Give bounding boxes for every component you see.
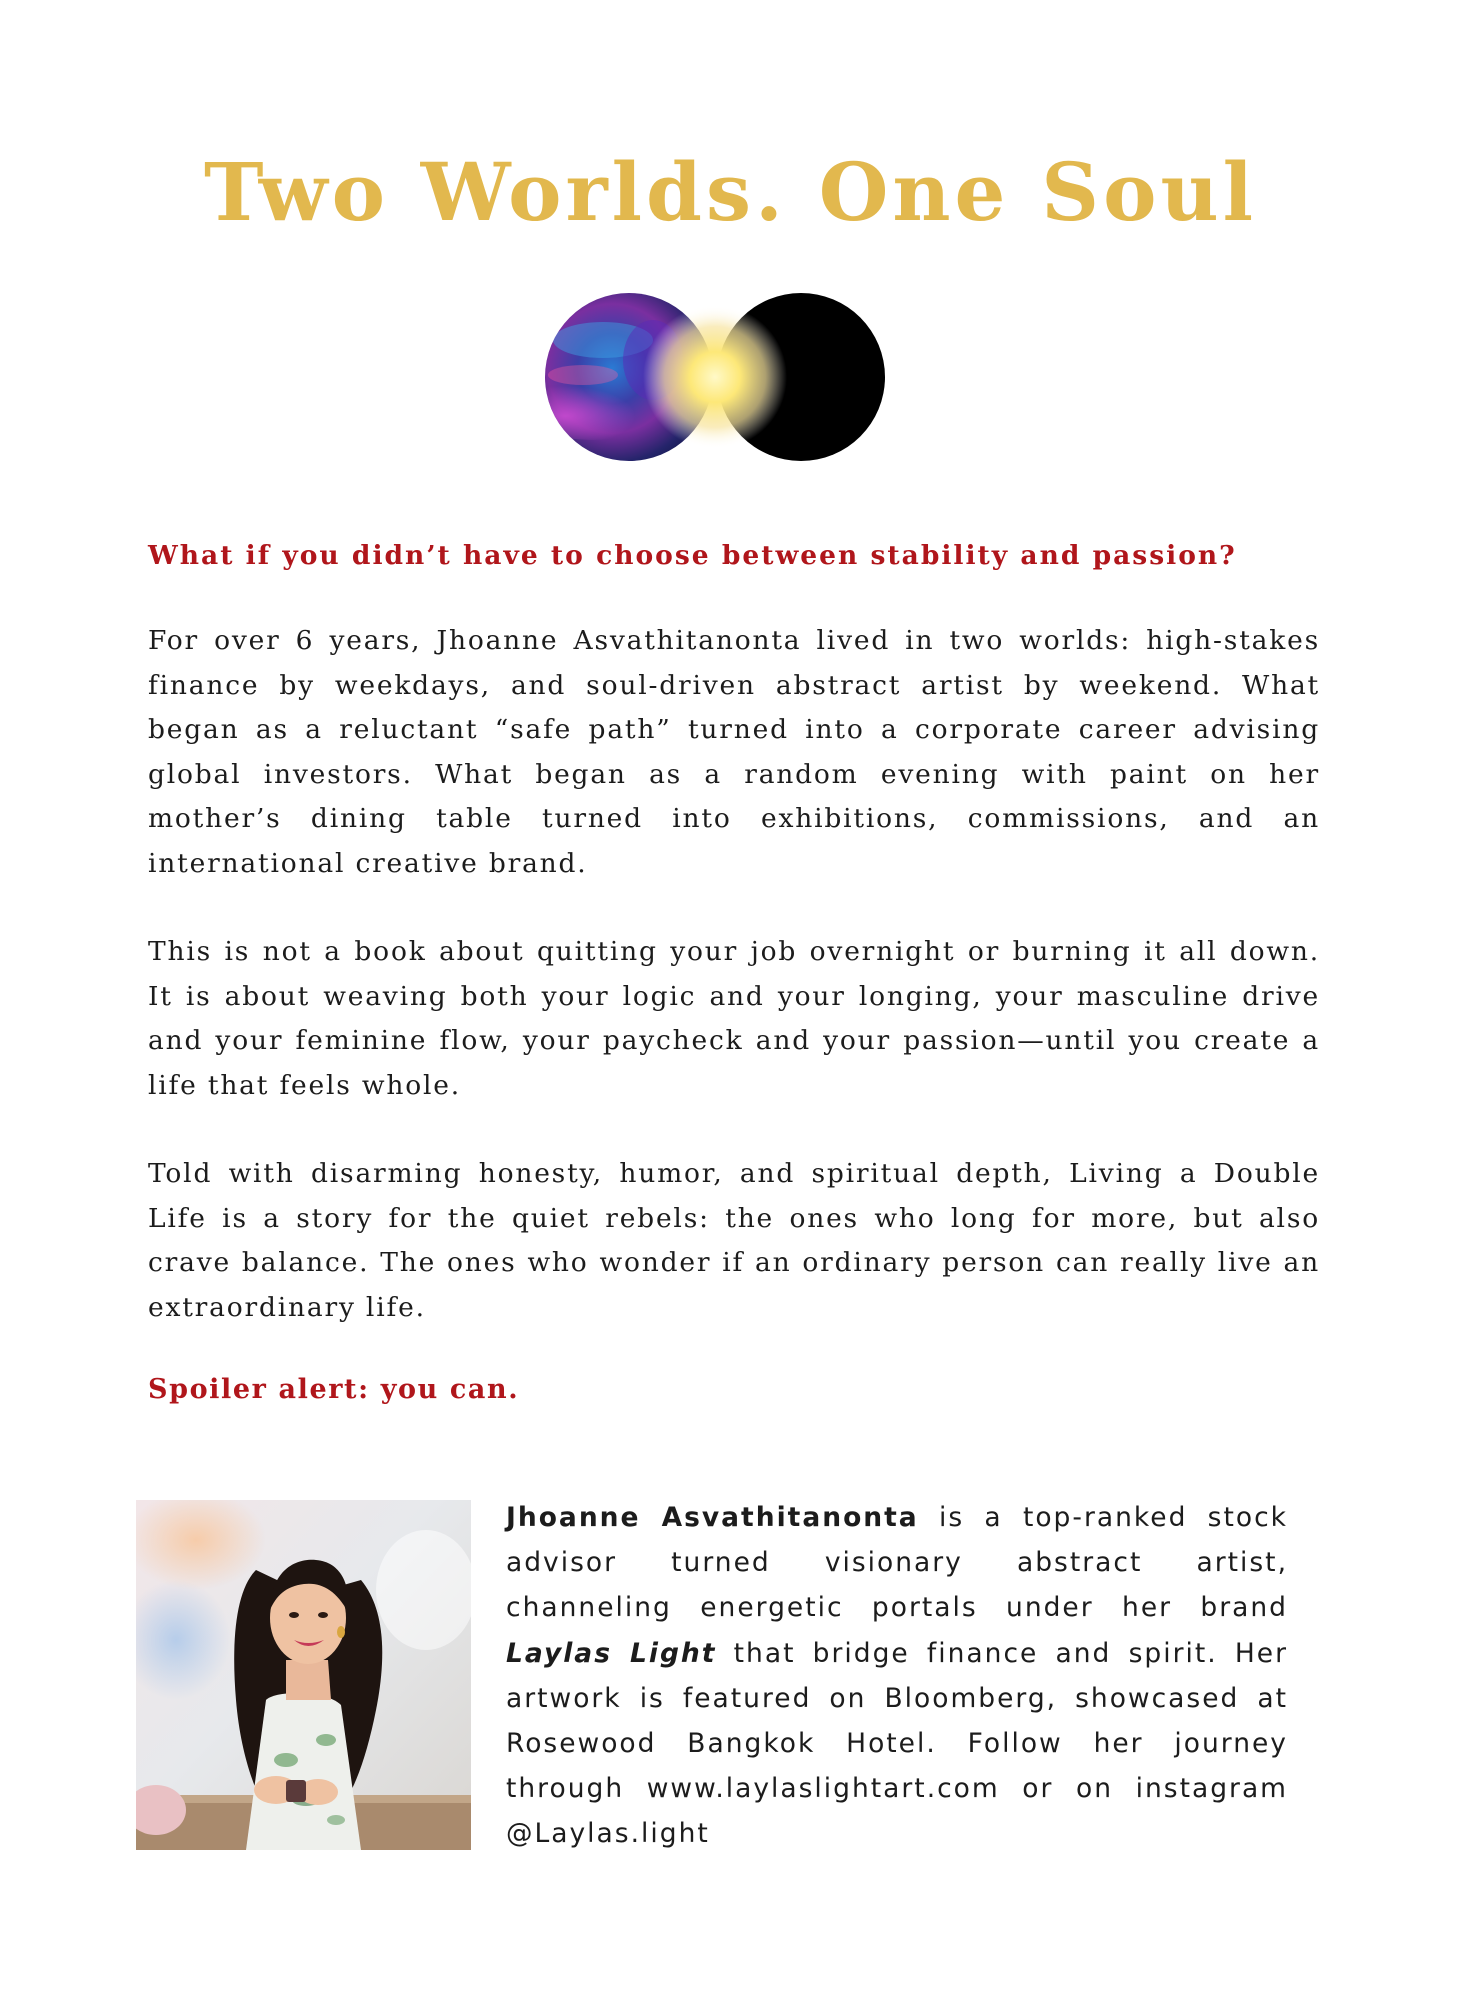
book-blurb [148,540,1320,1405]
hook-question: What if you didn’t have to choose between stability and passion? [148,540,1237,571]
author-bio [506,1495,1288,1857]
blurb-paragraph-3: Told with disarming honesty, humor, and spiritual depth, Living a Double Life is a story for the quiet rebels: the ones who long for more, but also crave balance. The ones who wonder if an ordinary person can really live an extraordinary life. [148,1158,1320,1323]
two-worlds-emblem-icon [543,290,887,464]
author-photo [136,1500,471,1850]
author-name: Jhoanne Asvathitanonta [506,1502,919,1533]
blurb-paragraph-1: For over 6 years, Jhoanne Asvathitanonta lived in two worlds: high-stakes finance by weekdays, and soul-driven abstract artist by weekend. What began as a reluctant “safe path” turned into a corporate career advising global investors. What began as a random evening with paint on her mother’s dining table turned into exhibitions, commissions, and an international creative brand. [148,625,1320,879]
spoiler-line: Spoiler alert: you can. [148,1374,520,1405]
brand-name: Laylas Light [506,1637,717,1669]
bio-text-part-1: is a top-ranked stock advisor turned visionary abstract artist, channeling energetic portals under her brand [506,1502,1288,1624]
blurb-paragraph-2: This is not a book about quitting your job overnight or burning it all down. It is about weaving both your logic and your longing, your masculine drive and your feminine flow, your paycheck and your passion—until you create a life that feels whole. [148,936,1320,1101]
book-title: Two Worlds. One Soul [203,145,1257,239]
bio-text-part-2: that bridge finance and spirit. Her artwork is featured on Bloomberg, showcased at Rosewood Bangkok Hotel. Follow her journey through www.laylaslightart.com or on instagram @Laylas.light [506,1637,1288,1850]
light-glow [643,305,787,449]
